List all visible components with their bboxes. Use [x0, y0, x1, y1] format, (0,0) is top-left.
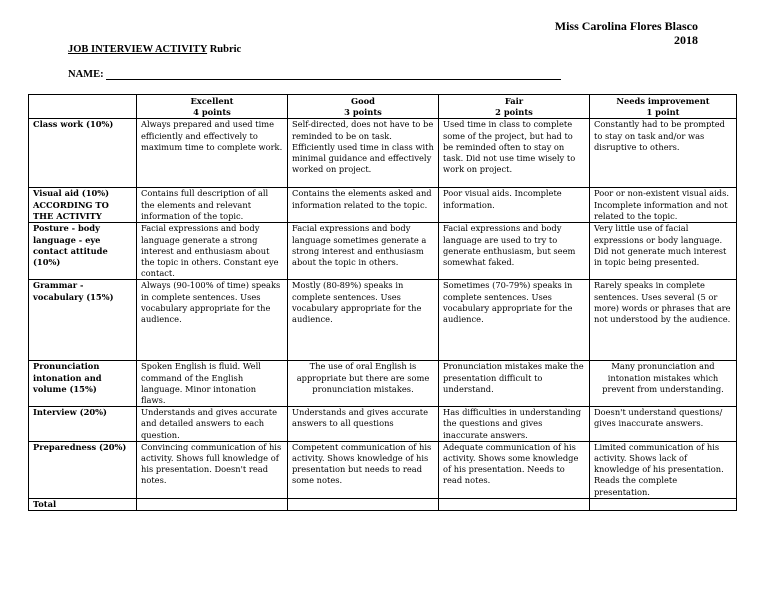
- rubric-cell: Pronunciation mistakes make the presentation difficult to understand.: [439, 361, 590, 407]
- name-input-line[interactable]: [106, 79, 561, 80]
- column-header: Fair 2 points: [439, 95, 590, 119]
- rubric-cell: Understands and gives accurate and detailed answers to each question.: [137, 407, 288, 442]
- rubric-cell: Poor or non-existent visual aids. Incomplete information and not related to the topic.: [590, 188, 737, 223]
- rubric-cell: Convincing communication of his activity. Shows full knowledge of his presentation. Doesn't read notes.: [137, 441, 288, 498]
- column-header: Excellent 4 points: [137, 95, 288, 119]
- total-cell[interactable]: [590, 498, 737, 510]
- rubric-cell: Rarely speaks in complete sentences. Uses several (5 or more) words or phrases that are not understood by the audience.: [590, 280, 737, 361]
- criterion-cell: Posture - body language - eye contact attitude (10%): [29, 223, 137, 280]
- total-cell[interactable]: [137, 498, 288, 510]
- rubric-cell: Limited communication of his activity. Shows lack of knowledge of his presentation. Reads the complete presentation.: [590, 441, 737, 498]
- corner-cell: [29, 95, 137, 119]
- criterion-cell: Pronunciation intonation and volume (15%): [29, 361, 137, 407]
- rubric-cell: Contains the elements asked and information related to the topic.: [288, 188, 439, 223]
- criterion-cell: Visual aid (10%) ACCORDING TO THE ACTIVITY: [29, 188, 137, 223]
- rubric-cell: Adequate communication of his activity. Shows some knowledge of his presentation. Needs to read notes.: [439, 441, 590, 498]
- criterion-cell: Interview (20%): [29, 407, 137, 442]
- rubric-cell: Competent communication of his activity. Shows knowledge of his presentation but needs to read some notes.: [288, 441, 439, 498]
- rubric-cell: Contains full description of all the elements and relevant information of the topic.: [137, 188, 288, 223]
- rubric-cell: Facial expressions and body language generate a strong interest and enthusiasm about the topic in others. Constant eye contact.: [137, 223, 288, 280]
- rubric-table: [28, 94, 737, 511]
- total-label: Total: [29, 498, 137, 510]
- rubric-cell: Facial expressions and body language sometimes generate a strong interest and enthusiasm about the topic in others.: [288, 223, 439, 280]
- rubric-cell: The use of oral English is appropriate but there are some pronunciation mistakes.: [288, 361, 439, 407]
- total-row: [29, 498, 737, 510]
- name-label: NAME:: [68, 69, 104, 80]
- table-row: [29, 280, 737, 361]
- teacher-name: Miss Carolina Flores Blasco: [554, 19, 698, 33]
- rubric-cell: Self-directed, does not have to be reminded to be on task. Efficiently used time in class with minimal guidance and effectively worked on project.: [288, 119, 439, 188]
- total-cell[interactable]: [439, 498, 590, 510]
- criterion-cell: Grammar - vocabulary (15%): [29, 280, 137, 361]
- criterion-cell: Class work (10%): [29, 119, 137, 188]
- table-row: [29, 441, 737, 498]
- rubric-cell: Used time in class to complete some of the project, but had to be reminded often to stay on task. Did not use time wisely to work on project.: [439, 119, 590, 188]
- rubric-cell: Many pronunciation and intonation mistakes which prevent from understanding.: [590, 361, 737, 407]
- criterion-cell: Preparedness (20%): [29, 441, 137, 498]
- title-suffix: Rubric: [207, 44, 242, 55]
- table-row: [29, 188, 737, 223]
- page-title: [68, 44, 241, 55]
- table-row: [29, 361, 737, 407]
- rubric-cell: Always (90-100% of time) speaks in complete sentences. Uses vocabulary appropriate for the audience.: [137, 280, 288, 361]
- table-row: [29, 119, 737, 188]
- rubric-cell: Understands and gives accurate answers to all questions: [288, 407, 439, 442]
- rubric-cell: Doesn't understand questions/ gives inaccurate answers.: [590, 407, 737, 442]
- rubric-cell: Very little use of facial expressions or body language. Did not generate much interest in topic being presented.: [590, 223, 737, 280]
- header-row: [29, 95, 737, 119]
- rubric-cell: Sometimes (70-79%) speaks in complete sentences. Uses vocabulary appropriate for the audience.: [439, 280, 590, 361]
- rubric-cell: Constantly had to be prompted to stay on task and/or was disruptive to others.: [590, 119, 737, 188]
- year: 2018: [674, 33, 698, 47]
- rubric-cell: Mostly (80-89%) speaks in complete sentences. Uses vocabulary appropriate for the audience.: [288, 280, 439, 361]
- rubric-cell: Spoken English is fluid. Well command of the English language. Minor intonation flaws.: [137, 361, 288, 407]
- rubric-cell: Always prepared and used time efficiently and effectively to maximum time to complete work.: [137, 119, 288, 188]
- teacher-header: [555, 19, 698, 47]
- rubric-cell: Poor visual aids. Incomplete information.: [439, 188, 590, 223]
- rubric-cell: Has difficulties in understanding the questions and gives inaccurate answers.: [439, 407, 590, 442]
- title-main: JOB INTERVIEW ACTIVITY: [68, 44, 208, 55]
- column-header: Needs improvement 1 point: [590, 95, 737, 119]
- table-row: [29, 223, 737, 280]
- rubric-cell: Facial expressions and body language are used to try to generate enthusiasm, but seem somewhat faked.: [439, 223, 590, 280]
- total-cell[interactable]: [288, 498, 439, 510]
- table-row: [29, 407, 737, 442]
- column-header: Good 3 points: [288, 95, 439, 119]
